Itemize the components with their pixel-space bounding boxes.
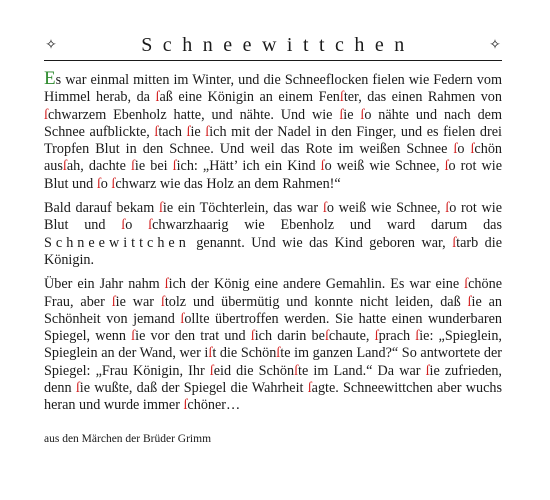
page-title: Schneewittchen	[141, 33, 415, 56]
paragraph-3: Über ein Jahr nahm ſich der König eine andere Gemahlin. Es war eine ſchöne Frau, aber ſie war ſtolz und übermütig und konnte nicht leiden, daß ſie an Schönheit von jemand ſollte übertroffen werden. Sie hatte einen wunderbaren Spiegel, wenn ſie vor den trat und ſich darin beſchaute, ſprach ſie: „Spieglein, Spieglein an der Wand, wer iſt die Schönſte im ganzen Land?“ So antwortete der Spiegel: „Frau Königin, Ihr ſeid die Schönſte im Land.“ Da war ſie zufrieden, denn ſie wußte, daß der Spiegel die Wahrheit ſagte. Schneewittchen aber wuchs heran und wurde immer ſchöner…	[44, 276, 502, 414]
left-ornament-icon: ✧	[45, 37, 57, 53]
story-text	[44, 68, 503, 415]
page	[44, 30, 502, 415]
right-ornament-icon: ✧	[489, 37, 501, 53]
source-credit: aus den Märchen der Brüder Grimm	[44, 433, 212, 445]
paragraph-2: Bald darauf bekam ſie ein Töchterlein, das war ſo weiß wie Schnee, ſo rot wie Blut und ſo ſchwarzhaarig wie Ebenholz und ward darum das Schneewittchen genannt. Und wie das Kind geboren war, ſtarb die Königin.	[44, 200, 502, 268]
paragraph-1: Es war einmal mitten im Winter, und die Schneeflocken fielen wie Federn vom Himmel herab, da ſaß eine Königin an einem Fenſter, das einen Rahmen von ſchwarzem Ebenholz hatte, und nähte. Und wie ſie ſo nähte und nach dem Schnee aufblickte, ſtach ſie ſich mit der Nadel in den Finger, und es fielen drei Tropfen Blut in den Schnee. Und weil das Rote im weißen Schnee ſo ſchön ausſah, dachte ſie bei ſich: „Hätt’ ich ein Kind ſo weiß wie Schnee, ſo rot wie Blut und ſo ſchwarz wie das Holz an dem Rahmen!“	[44, 68, 503, 192]
title-bar	[44, 30, 502, 61]
